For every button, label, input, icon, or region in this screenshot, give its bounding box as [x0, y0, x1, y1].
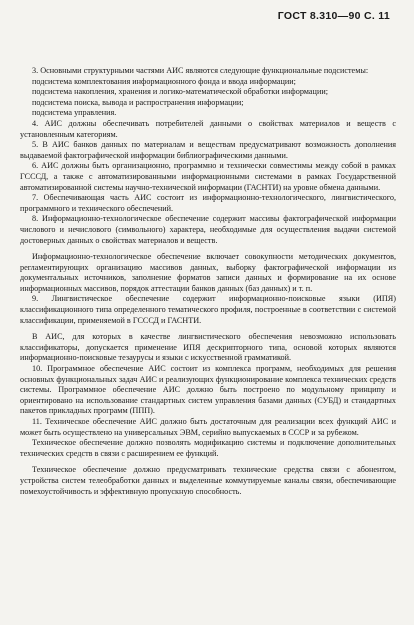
- paragraph-3: 3. Основными структурными частями АИС являются следующие функциональные подсистемы:: [32, 66, 369, 75]
- paragraph-11-continued: Техническое обеспечение должно позволять модификацию системы и подключение дополнительных технических средств в связи с расширением ее функций.: [20, 438, 396, 458]
- page-header: ГОСТ 8.310—90 С. 11: [277, 10, 390, 22]
- paragraph-4: 4. АИС должны обеспечивать потребителей данными о свойствах материалов и веществ с установленным категориям.: [20, 118, 396, 139]
- list-item-subsystem-4: подсистема управления.: [32, 108, 117, 118]
- paragraph-11: 11. Техническое обеспечение АИС должно быть достаточным для реализации всех функций АИС и может быть осуществлено на универсальных ЭВМ, серийно выпускаемых в СССР и за рубежом.: [20, 417, 396, 437]
- paragraph-8: 8. Информационно-технологическое обеспечение содержит массивы фактографической информации числового и нечислового (символьного) характера, необходимые для осуществления выдачи системой достоверных данных о свойствах материалов и веществ.: [20, 214, 396, 245]
- paragraph-10: 10. Программное обеспечение АИС состоит из комплекса программ, необходимых для решения основных функциональных задач АИС и реализующих функционирование комплекса технических средств системы. Программное обеспечение АИС должно быть построено по модульному принципу и ориентировано на использование стандартных систем управления базами данных (СУБД) и стандартных пакетов прикладных программ (ППП).: [20, 364, 396, 416]
- list-item-subsystem-1: подсистема комплектования информационного фонда и ввода информации;: [32, 76, 296, 86]
- paragraph-9: 9. Лингвистическое обеспечение содержит информационно-поисковые языки (ИПЯ) классификационного типа определенного тематического профиля, построенные в соответствии с системой классификации, применяемой в ГСССД и ГАСНТИ.: [20, 294, 396, 325]
- paragraph-7: 7. Обеспечивающая часть АИС состоит из информационно-технологического, лингвистического, программного и технического обеспечений.: [20, 193, 396, 213]
- paragraph-6: 6. АИС должны быть организационно, программно и технически совместимы между собой в рамках ГСССД, а также с автоматизированными информационными системами в рамках Государственной автоматизированной системы научно-технической информации (ГАСНТИ) на уровне обмена данными.: [20, 161, 396, 192]
- paragraph-11-final: Техническое обеспечение должно предусматривать технические средства связи с абонентом, устройства систем телеобработки данных и выделенные коммутируемые каналы связи, обеспечивающие помехоустойчивость и эффективную пропускную способность.: [20, 465, 396, 496]
- paragraph-9-continued: В АИС, для которых в качестве лингвистического обеспечения невозможно использовать классификаторы, допускается применение ИПЯ дескрипторного типа, основой которых являются информационно-поисковые тезаурусы и языки с искусственной грамматикой.: [20, 332, 396, 363]
- list-item-subsystem-2: подсистема накопления, хранения и логико-математической обработки информации;: [32, 87, 328, 97]
- document-body: [20, 66, 396, 497]
- list-item-subsystem-3: подсистема поиска, вывода и распространения информации;: [32, 97, 244, 107]
- paragraph-8-continued: Информационно-технологическое обеспечение включает совокупности методических документов, регламентирующих организацию массивов данных, выборку фактографической информации из документальных источников, заполнение форматов записи данных и формирование на их основе информационных массивов, порядок аттестации банков данных (баз данных) и т. п.: [20, 252, 396, 293]
- paragraph-5: 5. В АИС банков данных по материалам и веществам предусматривают возможность дополнения выдаваемой фактографической информации библиографическими данными.: [20, 140, 396, 160]
